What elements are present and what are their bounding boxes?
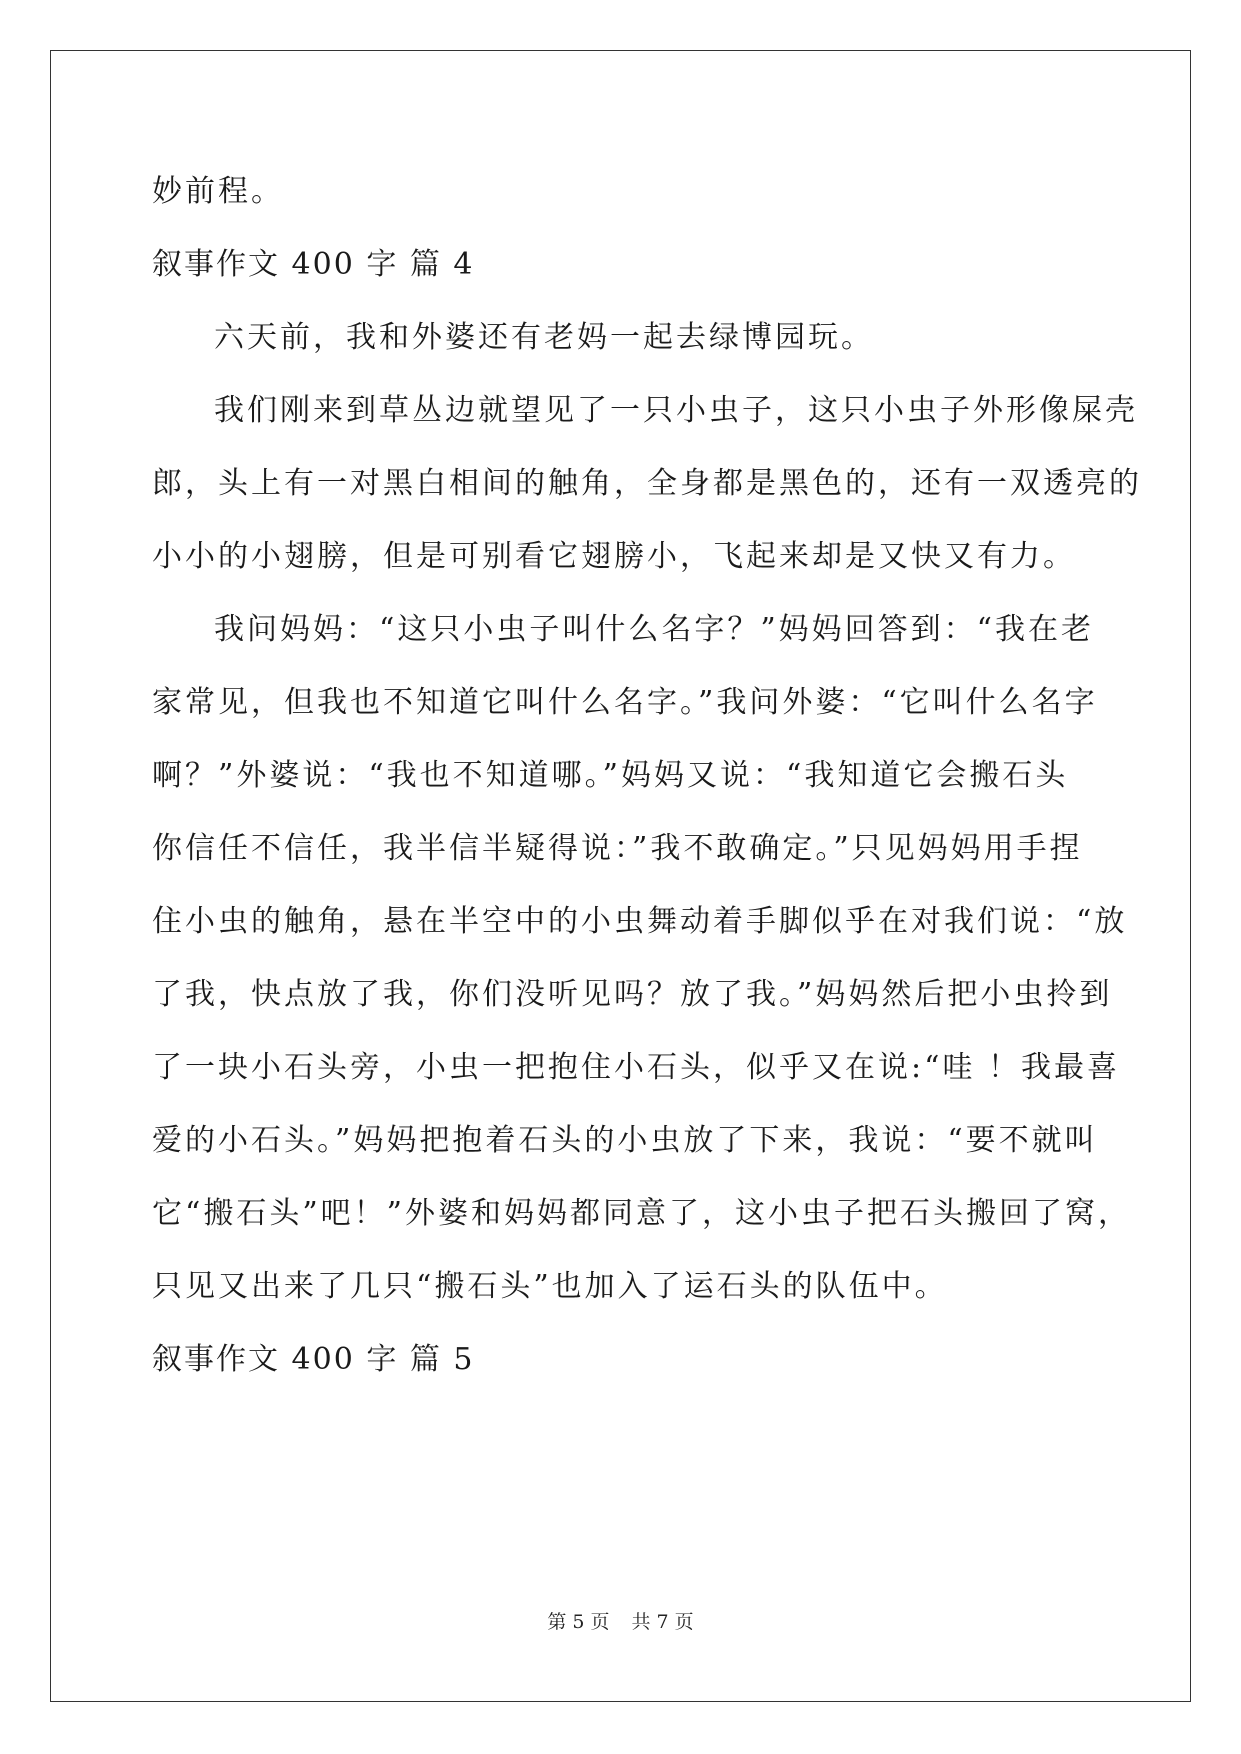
section-heading-5: 叙事作文 400 字 篇 5: [152, 1342, 475, 1377]
paragraph-line: 了我，快点放了我，你们没听见吗？放了我。”妈妈然后把小虫拎到: [152, 977, 1113, 1012]
paragraph-line: 六天前，我和外婆还有老妈一起去绿博园玩。: [214, 320, 874, 355]
page-border: [50, 50, 1191, 1702]
paragraph-line: 家常见，但我也不知道它叫什么名字。”我问外婆：“它叫什么名字: [152, 685, 1098, 720]
section-heading-4: 叙事作文 400 字 篇 4: [152, 247, 475, 282]
paragraph-line: 它“搬石头”吧！”外婆和妈妈都同意了，这小虫子把石头搬回了窝，: [152, 1196, 1132, 1231]
paragraph-line: 只见又出来了几只“搬石头”也加入了运石头的队伍中。: [152, 1269, 948, 1304]
paragraph-line: 小小的小翅膀，但是可别看它翅膀小，飞起来却是又快又有力。: [152, 539, 1076, 574]
paragraph-line: 啊？”外婆说：“我也不知道哪。”妈妈又说：“我知道它会搬石头: [152, 758, 1069, 793]
paragraph-line: 我们刚来到草丛边就望见了一只小虫子，这只小虫子外形像屎壳: [214, 393, 1138, 428]
total-page-count: 共 7 页: [631, 1611, 694, 1633]
paragraph-line: 我问妈妈：“这只小虫子叫什么名字？”妈妈回答到：“我在老: [214, 612, 1095, 647]
paragraph-line: 住小虫的触角，悬在半空中的小虫舞动着手脚似乎在对我们说：“放: [152, 904, 1128, 939]
paragraph-line: 爱的小石头。”妈妈把抱着石头的小虫放了下来，我说：“要不就叫: [152, 1123, 1098, 1158]
paragraph-line: 了一块小石头旁，小虫一把抱住小石头，似乎又在说:“哇 ！我最喜: [152, 1050, 1120, 1085]
current-page-number: 第 5 页: [547, 1611, 610, 1633]
paragraph-line: 郎，头上有一对黑白相间的触角，全身都是黑色的，还有一双透亮的: [152, 466, 1142, 501]
page-footer: [0, 1610, 1241, 1634]
paragraph-continuation: 妙前程。: [152, 174, 284, 209]
paragraph-line: 你信任不信任，我半信半疑得说：”我不敢确定。”只见妈妈用手捏: [152, 831, 1083, 866]
